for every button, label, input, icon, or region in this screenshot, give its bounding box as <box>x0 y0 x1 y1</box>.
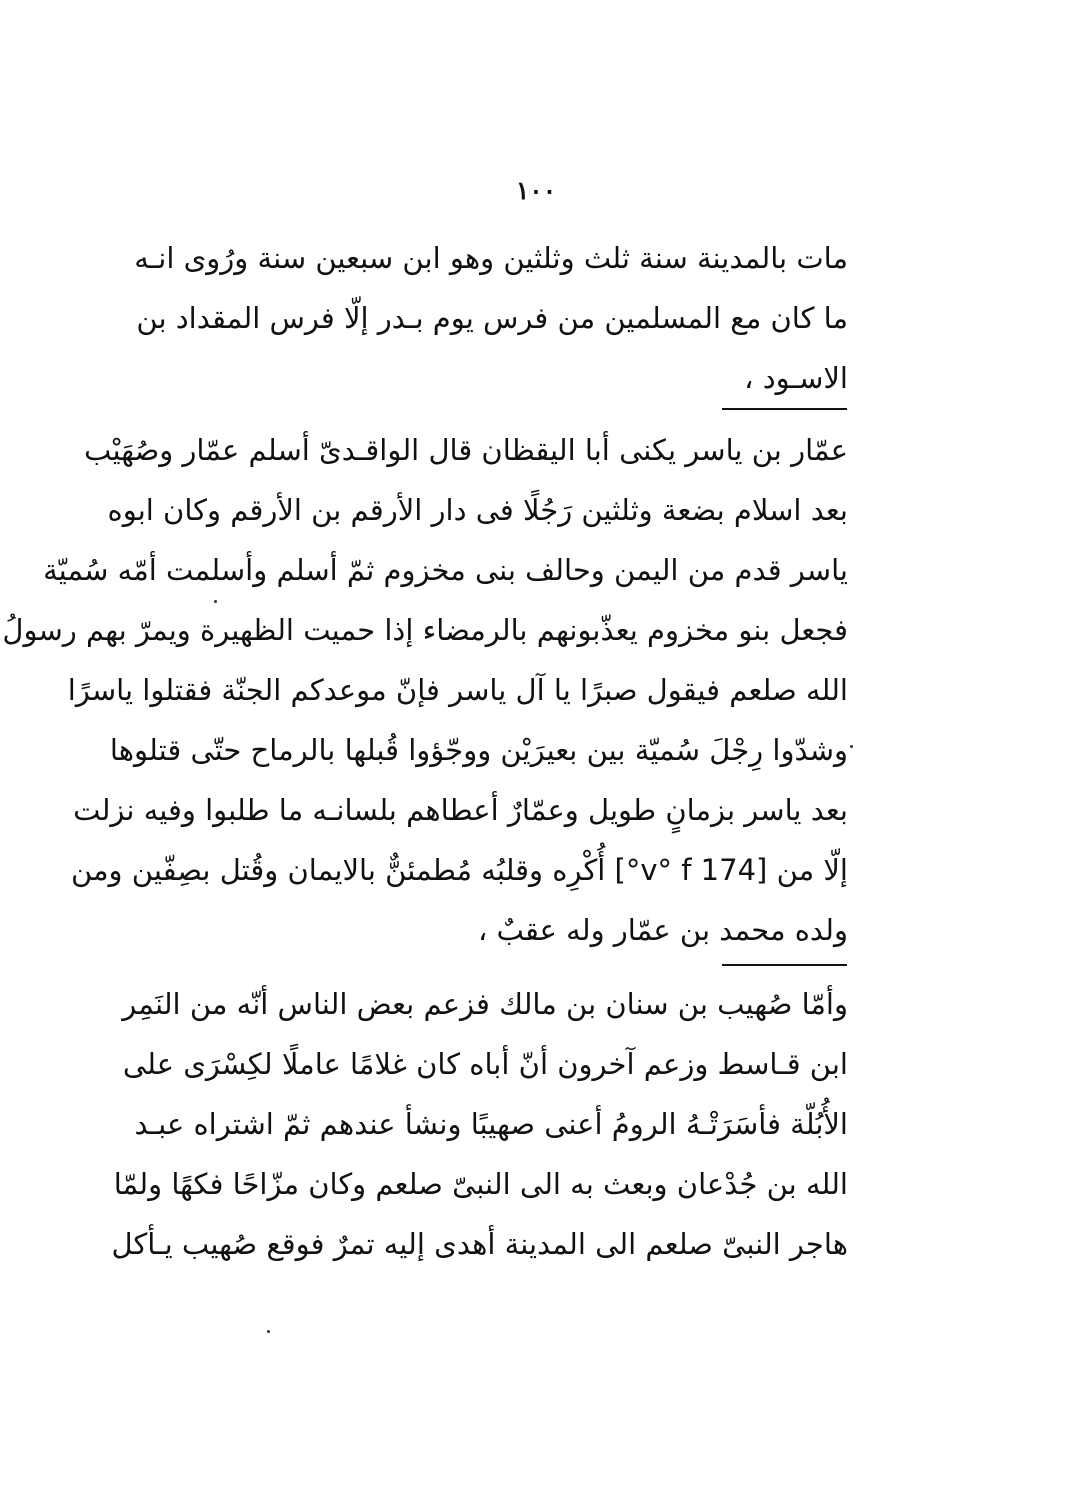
text-line: وأمّا صُهيب بن سنان بن مالك فزعم بعض الناس أنّه من النَمِر <box>122 987 848 1021</box>
paragraph-2 <box>2 420 848 960</box>
text-line: ابن قـاسط وزعم آخرون أنّ أباه كان غلامًا عاملًا لكِسْرَى على <box>122 1047 848 1081</box>
text-line: بعد اسلام بضعة وثلثين رَجُلًا فى دار الأرقم بن الأرقم وكان ابوه <box>107 493 848 527</box>
text-line: الله صلعم فيقول صبرًا يا آل ياسر فإنّ موعدكم الجنّة فقتلوا ياسرًا <box>67 673 848 707</box>
text-line: الاسـود ، <box>744 361 848 395</box>
page-number: ١٠٠ <box>515 176 557 205</box>
scan-speck <box>214 600 217 603</box>
paragraph-3 <box>111 974 848 1274</box>
text-line: عمّار بن ياسر يكنى أبا اليقظان قال الواقـدىّ أسلم عمّار وصُهَيْب <box>83 433 848 467</box>
text-line: فجعل بنو مخزوم يعذّبونهم بالرمضاء إذا حميت الظهيرة ويمرّ بهم رسولُ <box>2 613 848 647</box>
text-line: ولده محمد بن عمّار وله عقبٌ ، <box>477 913 848 947</box>
text-line: إلّا من [174 v° f°] أُكْرِه وقلبُه مُطمئنٌّ بالايمان وقُتل بصِفّين ومن <box>70 853 848 887</box>
paragraph-1 <box>134 228 848 408</box>
text-line: هاجر النبىّ صلعم الى المدينة أهدى إليه تمرٌ فوقع صُهيب يـأكل <box>111 1227 848 1261</box>
text-line: ياسر قدم من اليمن وحالف بنى مخزوم ثمّ أسلم وأسلمت أمّه سُميّة <box>43 553 848 587</box>
section-divider-rule <box>722 408 847 410</box>
text-line: ما كان مع المسلمين من فرس يوم بـدر إلّا فرس المقداد بن <box>136 301 848 335</box>
text-line: وشدّوا رِجْلَ سُميّة بين بعيرَيْن ووجّؤوا قُبلها بالرماح حتّى قتلوها <box>109 733 848 767</box>
scan-speck <box>267 1330 270 1333</box>
text-line: الأُبُلّة فأسَرَتْـهُ الرومُ أعنى صهيبًا ونشأ عندهم ثمّ اشتراه عبـد <box>134 1107 848 1141</box>
scan-speck <box>850 745 853 748</box>
section-divider-rule <box>722 964 847 966</box>
text-line: الله بن جُدْعان وبعث به الى النبىّ صلعم وكان مزّاحًا فكهًا ولمّا <box>113 1167 848 1201</box>
text-line: مات بالمدينة سنة ثلث وثلثين وهو ابن سبعين سنة ورُوى انـه <box>134 241 848 275</box>
text-line: بعد ياسر بزمانٍ طويل وعمّارٌ أعطاهم بلسانـه ما طلبوا وفيه نزلت <box>73 793 848 827</box>
